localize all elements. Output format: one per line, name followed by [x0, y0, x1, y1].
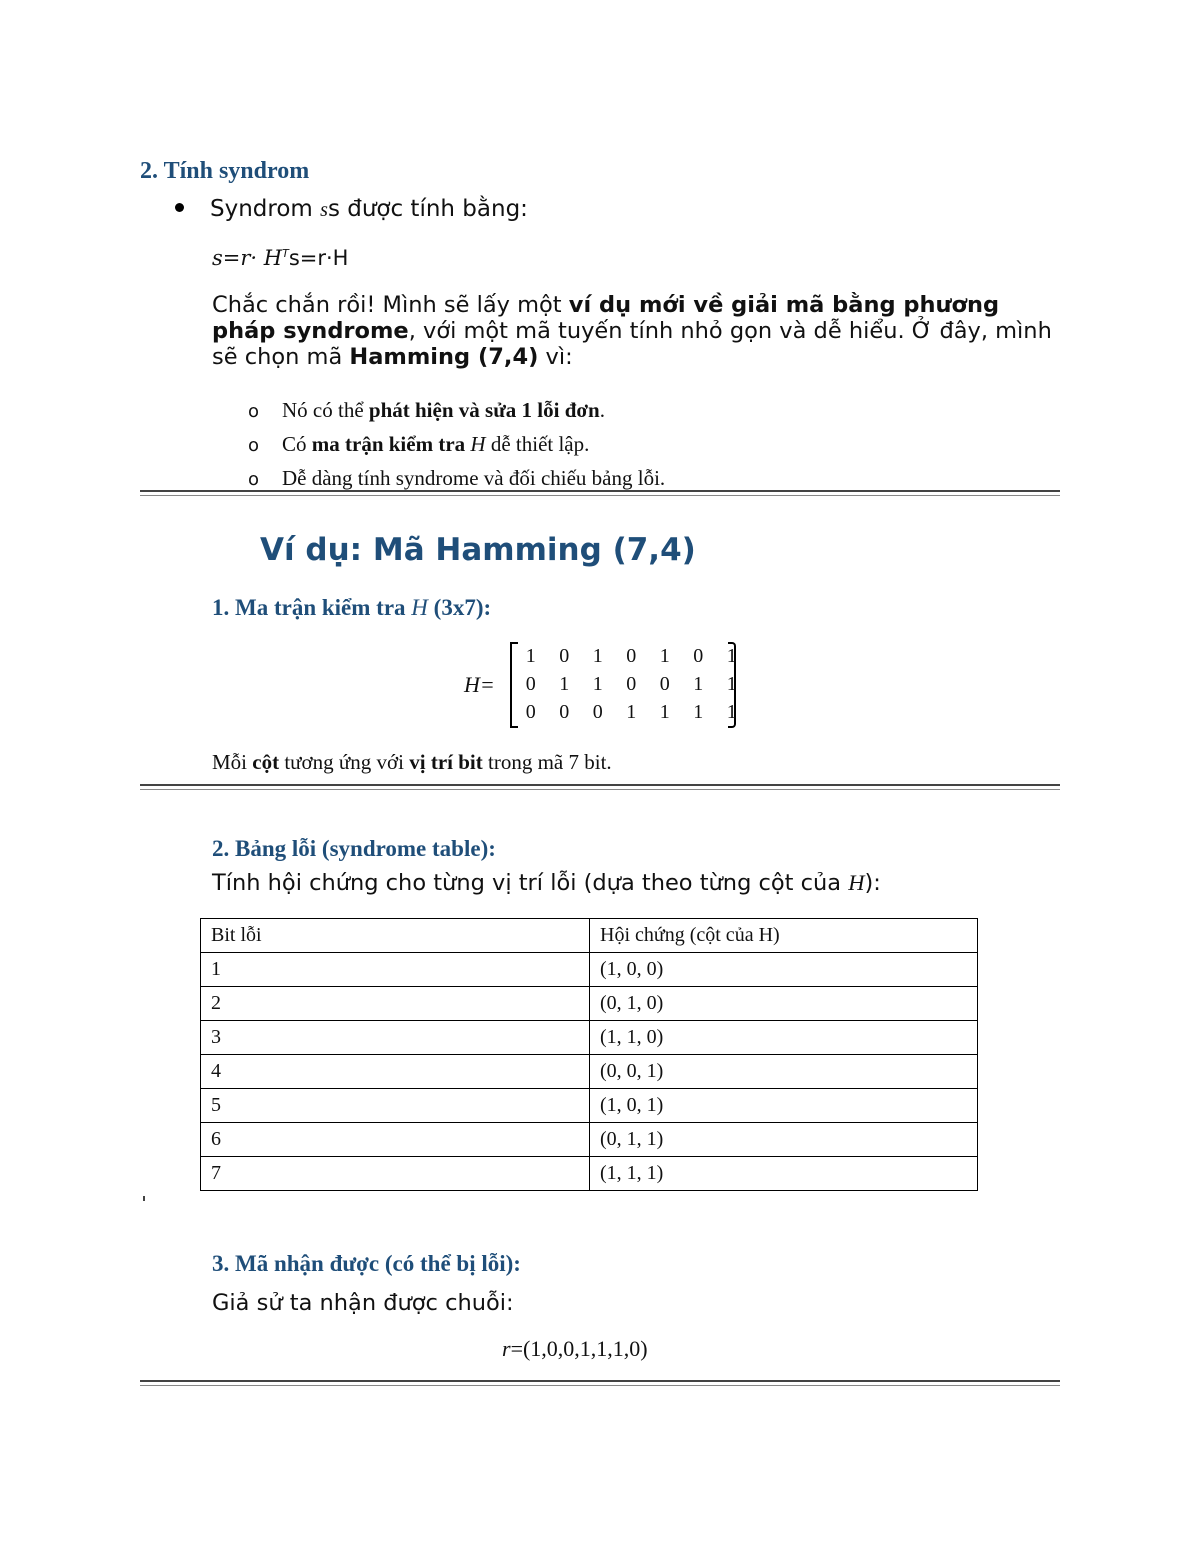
bullet-syndrom-definition: Syndrom ss được tính bằng:	[175, 196, 528, 222]
syndrome-table	[200, 918, 978, 1191]
table-row: 6 (0, 1, 1)	[201, 1123, 978, 1157]
list-item: o Có ma trận kiểm tra H dễ thiết lập.	[248, 428, 665, 462]
syndrome-table-intro: Tính hội chứng cho từng vị trí lỗi (dựa theo từng cột của H):	[212, 870, 881, 896]
table-row: 7 (1, 1, 1)	[201, 1157, 978, 1191]
horizontal-divider	[140, 490, 1060, 496]
reasons-list	[248, 394, 665, 496]
column-header: Bit lỗi	[201, 919, 590, 953]
bullet-dot-icon	[175, 203, 184, 212]
horizontal-divider	[140, 1380, 1060, 1386]
circle-bullet-icon: o	[248, 469, 260, 490]
received-heading: 3. Mã nhận được (có thể bị lỗi):	[212, 1251, 521, 1276]
table-row: 1 (1, 0, 0)	[201, 953, 978, 987]
received-intro: Giả sử ta nhận được chuỗi:	[212, 1290, 514, 1316]
example-title: Ví dụ: Mã Hamming (7,4)	[260, 532, 696, 568]
section-title-syndrom: 2. Tính syndrom	[140, 158, 310, 184]
syndrome-formula: $s=r\cdot H^Ts=r\cdot H$	[212, 246, 349, 270]
matrix-note: Mỗi cột tương ứng với vị trí bit trong mã 7 bit.	[212, 750, 612, 774]
matrix-label: H=	[464, 672, 495, 697]
matrix-row: 0 1 1 0 0 1 1	[525, 673, 737, 695]
circle-bullet-icon: o	[248, 401, 260, 422]
var-s: s	[320, 199, 328, 221]
list-item: o Dễ dàng tính syndrome và đối chiếu bảng lỗi.	[248, 462, 665, 496]
list-item: o Nó có thể phát hiện và sửa 1 lỗi đơn.	[248, 394, 665, 428]
table-row: 5 (1, 0, 1)	[201, 1089, 978, 1123]
table-row: 3 (1, 1, 0)	[201, 1021, 978, 1055]
stray-mark	[143, 1196, 145, 1201]
horizontal-divider	[140, 784, 1060, 790]
table-row: 2 (0, 1, 0)	[201, 987, 978, 1021]
received-vector: r=(1,0,0,1,1,1,0)	[502, 1336, 648, 1361]
matrix-row: 0 0 0 1 1 1 1	[525, 701, 737, 723]
matrix-heading: 1. Ma trận kiểm tra H (3x7):	[212, 595, 492, 620]
table-header-row	[201, 919, 978, 953]
intro-paragraph: Chắc chắn rồi! Mình sẽ lấy một ví dụ mới về giải mã bằng phương pháp syndrome, với một mã tuyến tính nhỏ gọn và dễ hiểu. Ở đây, mình sẽ chọn mã Hamming (7,4) vì:	[212, 292, 1052, 370]
matrix-body	[510, 642, 736, 726]
syndrome-table-heading: 2. Bảng lỗi (syndrome table):	[212, 836, 496, 861]
column-header: Hội chứng (cột của H)	[590, 919, 978, 953]
circle-bullet-icon: o	[248, 435, 260, 456]
table-row: 4 (0, 0, 1)	[201, 1055, 978, 1089]
matrix-row: 1 0 1 0 1 0 1	[525, 645, 737, 667]
